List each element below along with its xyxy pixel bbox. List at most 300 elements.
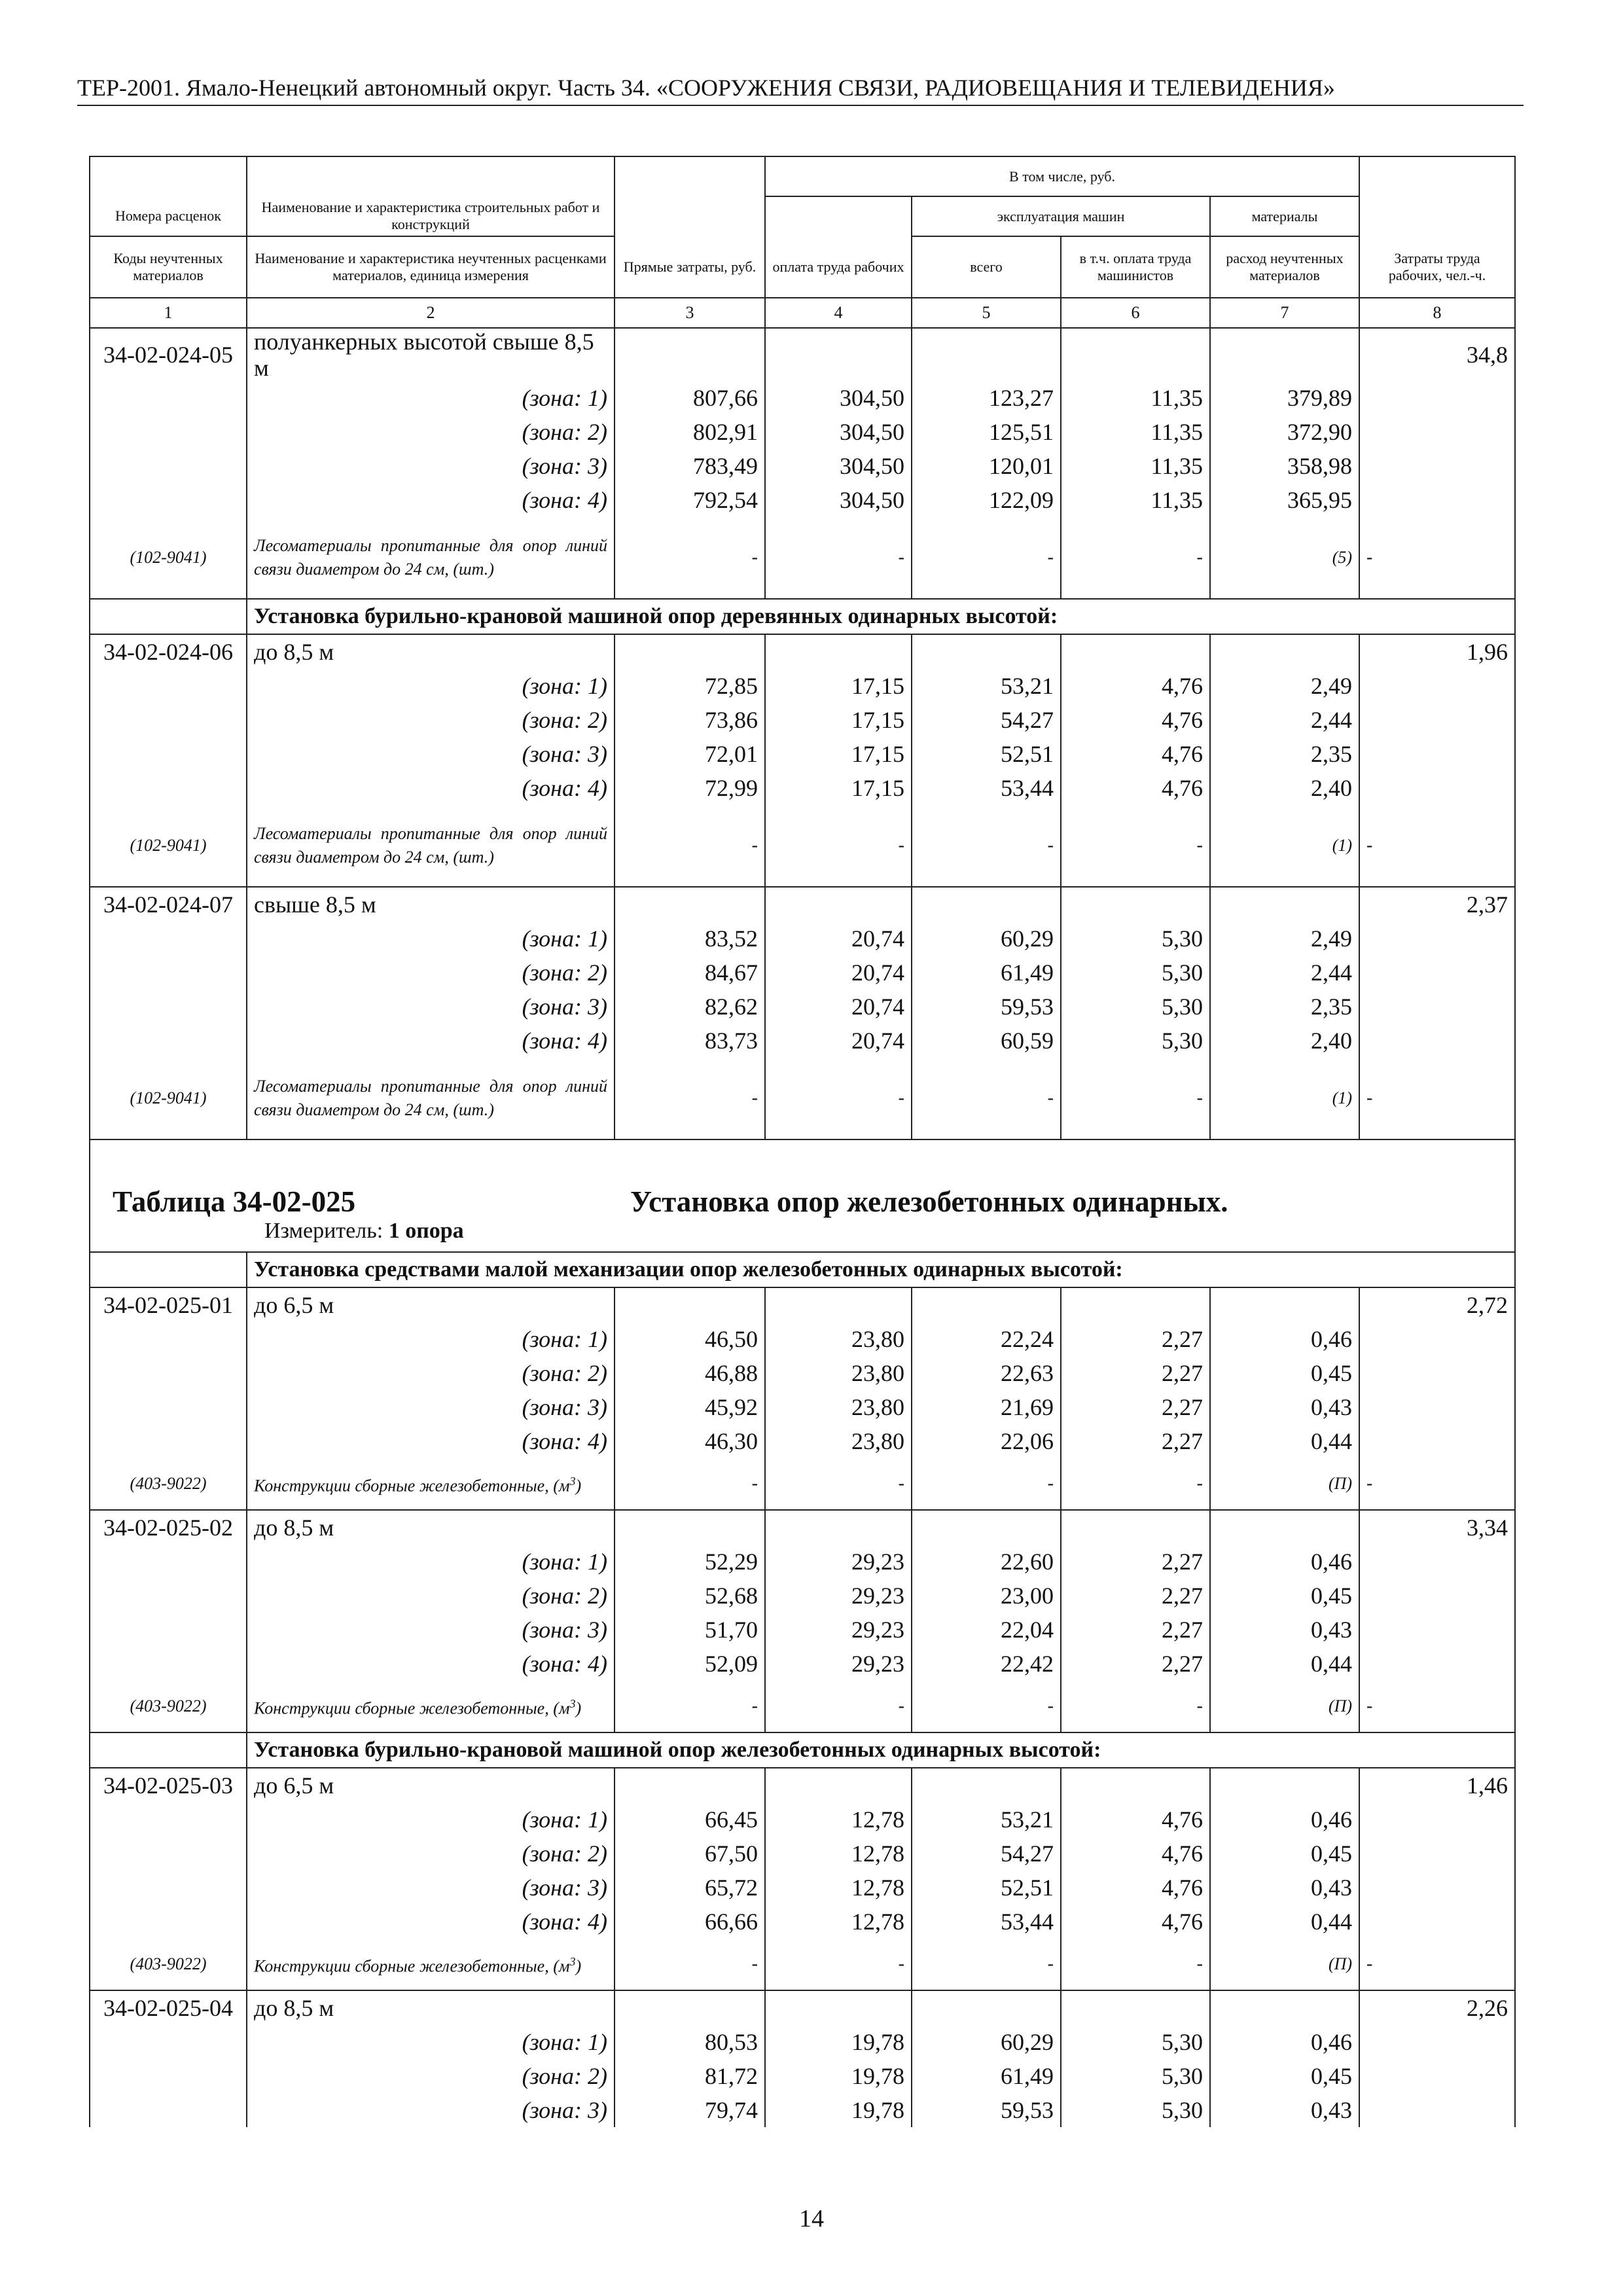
empty-cell (912, 887, 1061, 922)
table-title-cell (90, 1139, 1515, 1252)
material-name-text: Конструкции сборные железобетонные, (м (254, 1956, 570, 1976)
material-name-text: Конструкции сборные железобетонные, (м (254, 1698, 570, 1718)
material-row (90, 1458, 1515, 1510)
material-usage: (5) (1210, 517, 1359, 599)
rate-code: 34-02-024-05 (90, 328, 247, 381)
empty-cell (1359, 956, 1515, 990)
zone-value: 792,54 (615, 483, 765, 517)
material-dash: - (1061, 1458, 1210, 1510)
zone-label: (зона: 2) (247, 1837, 615, 1871)
zone-value: 123,27 (912, 381, 1061, 415)
zone-value: 11,35 (1061, 483, 1210, 517)
empty-cell (90, 1579, 247, 1613)
zone-value: 29,23 (765, 1613, 912, 1647)
zone-value: 53,21 (912, 669, 1061, 703)
header-machines-total: всего (912, 236, 1061, 298)
material-row (90, 1681, 1515, 1732)
rate-labor: 2,26 (1359, 1990, 1515, 2025)
rate-row (90, 634, 1515, 669)
zone-value: 17,15 (765, 771, 912, 805)
rate-labor: 2,37 (1359, 887, 1515, 922)
zone-value: 83,52 (615, 922, 765, 956)
zone-value: 358,98 (1210, 449, 1359, 483)
column-number: 5 (912, 298, 1061, 328)
zone-value: 73,86 (615, 703, 765, 737)
empty-cell (90, 2025, 247, 2059)
zone-row (90, 922, 1515, 956)
rate-title: свыше 8,5 м (247, 887, 615, 922)
zone-row (90, 1905, 1515, 1939)
zone-value: 4,76 (1061, 669, 1210, 703)
zone-value: 53,44 (912, 1905, 1061, 1939)
zone-value: 11,35 (1061, 449, 1210, 483)
table-unit-value: 1 опора (388, 1219, 464, 1243)
zone-row (90, 1356, 1515, 1390)
material-unit-exponent: 3 (569, 1955, 576, 1969)
zone-value: 60,29 (912, 2025, 1061, 2059)
empty-cell (1359, 1424, 1515, 1458)
rate-row (90, 1990, 1515, 2025)
material-code: (403-9022) (90, 1681, 247, 1732)
zone-value: 807,66 (615, 381, 765, 415)
zone-value: 4,76 (1061, 1837, 1210, 1871)
zone-value: 12,78 (765, 1803, 912, 1837)
zone-label: (зона: 3) (247, 990, 615, 1024)
material-dash: - (912, 1458, 1061, 1510)
empty-cell (90, 771, 247, 805)
zone-value: 304,50 (765, 415, 912, 449)
zone-value: 60,29 (912, 922, 1061, 956)
rate-code: 34-02-024-06 (90, 634, 247, 669)
empty-cell (1359, 1803, 1515, 1837)
zone-value: 2,27 (1061, 1579, 1210, 1613)
material-dash: - (765, 1939, 912, 1990)
material-name-text: Лесоматериалы пропитанные для опор линий связи диаметром до 24 см, (шт.) (254, 824, 607, 867)
empty-cell (1359, 1356, 1515, 1390)
zone-label: (зона: 3) (247, 1871, 615, 1905)
material-dash: - (912, 805, 1061, 887)
zone-value: 122,09 (912, 483, 1061, 517)
zone-value: 0,46 (1210, 1545, 1359, 1579)
table-name: Таблица 34-02-025 (113, 1185, 356, 1218)
empty-cell (90, 1837, 247, 1871)
zone-value: 80,53 (615, 2025, 765, 2059)
zone-value: 17,15 (765, 669, 912, 703)
zone-value: 2,49 (1210, 669, 1359, 703)
zone-label: (зона: 4) (247, 1905, 615, 1939)
empty-cell (90, 1871, 247, 1905)
material-dash: - (615, 1058, 765, 1139)
material-name (247, 1058, 615, 1139)
material-labor: - (1359, 1681, 1515, 1732)
zone-row (90, 2093, 1515, 2127)
zone-label: (зона: 2) (247, 703, 615, 737)
zone-value: 0,44 (1210, 1647, 1359, 1681)
material-dash: - (615, 1458, 765, 1510)
empty-cell (1359, 2059, 1515, 2093)
zone-value: 61,49 (912, 956, 1061, 990)
zone-value: 11,35 (1061, 415, 1210, 449)
empty-cell (912, 328, 1061, 381)
table-body (90, 156, 1515, 2127)
zone-value: 52,51 (912, 1871, 1061, 1905)
zone-value: 304,50 (765, 483, 912, 517)
header-incl: В том числе, руб. (765, 156, 1359, 196)
material-unit-close: ) (575, 1956, 582, 1976)
zone-value: 65,72 (615, 1871, 765, 1905)
table-title-row (90, 1139, 1515, 1252)
material-code: (102-9041) (90, 805, 247, 887)
zone-value: 23,80 (765, 1424, 912, 1458)
material-dash: - (615, 517, 765, 599)
zone-value: 5,30 (1061, 2059, 1210, 2093)
zone-row (90, 449, 1515, 483)
material-name-text: Конструкции сборные железобетонные, (м (254, 1476, 570, 1496)
empty-cell (615, 1990, 765, 2025)
zone-row (90, 2025, 1515, 2059)
column-number: 6 (1061, 298, 1210, 328)
zone-value: 59,53 (912, 2093, 1061, 2127)
material-unit-close: ) (575, 1698, 582, 1718)
empty-cell (90, 990, 247, 1024)
zone-row (90, 483, 1515, 517)
material-dash: - (1061, 1681, 1210, 1732)
material-row (90, 1939, 1515, 1990)
empty-cell (1359, 381, 1515, 415)
section-lead (90, 1252, 247, 1287)
zone-value: 802,91 (615, 415, 765, 449)
empty-cell (1210, 328, 1359, 381)
material-dash: - (765, 517, 912, 599)
empty-cell (1359, 2025, 1515, 2059)
zone-row (90, 1424, 1515, 1458)
empty-cell (1061, 634, 1210, 669)
empty-cell (765, 328, 912, 381)
empty-cell (90, 449, 247, 483)
table-title-box (97, 1140, 1508, 1251)
material-usage: (П) (1210, 1939, 1359, 1990)
material-name-text: Лесоматериалы пропитанные для опор линий связи диаметром до 24 см, (шт.) (254, 536, 607, 579)
zone-value: 5,30 (1061, 2025, 1210, 2059)
zone-value: 84,67 (615, 956, 765, 990)
zone-value: 0,46 (1210, 1322, 1359, 1356)
zone-value: 2,35 (1210, 737, 1359, 771)
zone-value: 4,76 (1061, 1803, 1210, 1837)
material-usage: (П) (1210, 1681, 1359, 1732)
zone-value: 0,45 (1210, 1837, 1359, 1871)
zone-row (90, 771, 1515, 805)
zone-value: 0,43 (1210, 1871, 1359, 1905)
zone-label: (зона: 4) (247, 1424, 615, 1458)
empty-cell (1061, 1287, 1210, 1322)
empty-cell (1359, 1871, 1515, 1905)
empty-cell (615, 634, 765, 669)
zone-row (90, 1613, 1515, 1647)
zone-value: 72,01 (615, 737, 765, 771)
zone-value: 53,21 (912, 1803, 1061, 1837)
empty-cell (1359, 990, 1515, 1024)
zone-value: 20,74 (765, 990, 912, 1024)
empty-cell (90, 922, 247, 956)
zone-row (90, 990, 1515, 1024)
zone-label: (зона: 1) (247, 2025, 615, 2059)
zone-value: 23,80 (765, 1356, 912, 1390)
zone-label: (зона: 3) (247, 737, 615, 771)
section-title: Установка бурильно-крановой машиной опор железобетонных одинарных высотой: (247, 1732, 1515, 1768)
zone-value: 60,59 (912, 1024, 1061, 1058)
empty-cell (90, 1803, 247, 1837)
empty-cell (90, 1545, 247, 1579)
header-rule (77, 105, 1524, 106)
rate-row (90, 1510, 1515, 1545)
zone-label: (зона: 4) (247, 1024, 615, 1058)
zone-value: 29,23 (765, 1545, 912, 1579)
column-number: 2 (247, 298, 615, 328)
empty-cell (1210, 634, 1359, 669)
zone-label: (зона: 3) (247, 2093, 615, 2127)
empty-cell (615, 1768, 765, 1803)
empty-cell (90, 669, 247, 703)
zone-value: 2,44 (1210, 703, 1359, 737)
zone-value: 52,68 (615, 1579, 765, 1613)
zone-value: 2,27 (1061, 1545, 1210, 1579)
zone-value: 2,27 (1061, 1613, 1210, 1647)
material-dash: - (615, 1939, 765, 1990)
empty-cell (1359, 1322, 1515, 1356)
material-dash: - (912, 1058, 1061, 1139)
rate-title: до 6,5 м (247, 1287, 615, 1322)
empty-cell (1359, 771, 1515, 805)
empty-cell (765, 1287, 912, 1322)
zone-value: 19,78 (765, 2025, 912, 2059)
material-labor: - (1359, 1939, 1515, 1990)
header-wages: оплата труда рабочих (765, 236, 912, 298)
empty-cell (912, 1287, 1061, 1322)
empty-cell (1359, 1613, 1515, 1647)
rate-labor: 1,96 (1359, 634, 1515, 669)
zone-value: 29,23 (765, 1647, 912, 1681)
empty-cell (1359, 1390, 1515, 1424)
zone-value: 2,44 (1210, 956, 1359, 990)
zone-value: 2,40 (1210, 1024, 1359, 1058)
zone-label: (зона: 2) (247, 1356, 615, 1390)
empty-cell (1359, 483, 1515, 517)
material-dash: - (1061, 517, 1210, 599)
empty-cell (1359, 1024, 1515, 1058)
zone-value: 19,78 (765, 2059, 912, 2093)
page-header: ТЕР-2001. Ямало-Ненецкий автономный округ. Часть 34. «СООРУЖЕНИЯ СВЯЗИ, РАДИОВЕЩАНИЯ И ТЕЛЕВИДЕНИЯ» (77, 75, 1335, 101)
header-material-name: Наименование и характеристика неучтенных расценками материалов, единица измерения (247, 236, 615, 298)
rate-code: 34-02-025-04 (90, 1990, 247, 2025)
zone-value: 17,15 (765, 703, 912, 737)
zone-value: 72,85 (615, 669, 765, 703)
section-lead (90, 1732, 247, 1768)
zone-value: 29,23 (765, 1579, 912, 1613)
zone-row (90, 1579, 1515, 1613)
rate-labor: 3,34 (1359, 1510, 1515, 1545)
empty-cell (90, 381, 247, 415)
zone-label: (зона: 1) (247, 1545, 615, 1579)
material-unit-exponent: 3 (569, 1475, 576, 1488)
empty-cell (90, 1424, 247, 1458)
empty-cell (1210, 1990, 1359, 2025)
header-materials-usage: расход неучтенных материалов (1210, 236, 1359, 298)
empty-cell (1359, 1905, 1515, 1939)
empty-cell (1359, 1545, 1515, 1579)
table-unit (264, 1219, 464, 1244)
zone-value: 23,80 (765, 1322, 912, 1356)
empty-cell (912, 1768, 1061, 1803)
material-dash: - (765, 1058, 912, 1139)
empty-cell (1061, 1510, 1210, 1545)
material-usage: (1) (1210, 805, 1359, 887)
material-dash: - (765, 1458, 912, 1510)
zone-value: 0,46 (1210, 2025, 1359, 2059)
header-labor: Затраты труда рабочих, чел.-ч. (1359, 236, 1515, 298)
material-dash: - (615, 805, 765, 887)
zone-value: 12,78 (765, 1905, 912, 1939)
empty-cell (765, 1768, 912, 1803)
header-row (90, 156, 1515, 196)
empty-cell (1061, 1990, 1210, 2025)
zone-value: 23,80 (765, 1390, 912, 1424)
rate-title: до 8,5 м (247, 1990, 615, 2025)
empty-cell (90, 1647, 247, 1681)
zone-row (90, 669, 1515, 703)
zone-value: 52,29 (615, 1545, 765, 1579)
material-labor: - (1359, 1458, 1515, 1510)
material-labor: - (1359, 1058, 1515, 1139)
rate-title: до 8,5 м (247, 634, 615, 669)
rates-table (89, 156, 1516, 2127)
zone-row (90, 703, 1515, 737)
zone-value: 19,78 (765, 2093, 912, 2127)
empty-cell (1061, 1768, 1210, 1803)
zone-value: 5,30 (1061, 956, 1210, 990)
material-dash: - (1061, 1939, 1210, 1990)
rate-labor: 1,46 (1359, 1768, 1515, 1803)
zone-row (90, 1647, 1515, 1681)
header-materials: материалы (1210, 196, 1359, 236)
zone-value: 22,42 (912, 1647, 1061, 1681)
zone-value: 5,30 (1061, 2093, 1210, 2127)
rate-row (90, 328, 1515, 381)
zone-value: 2,27 (1061, 1390, 1210, 1424)
zone-value: 0,44 (1210, 1905, 1359, 1939)
zone-value: 72,99 (615, 771, 765, 805)
rate-labor: 2,72 (1359, 1287, 1515, 1322)
zone-label: (зона: 1) (247, 381, 615, 415)
zone-value: 54,27 (912, 1837, 1061, 1871)
zone-value: 783,49 (615, 449, 765, 483)
material-name (247, 517, 615, 599)
section-lead (90, 599, 247, 634)
zone-value: 81,72 (615, 2059, 765, 2093)
zone-value: 0,46 (1210, 1803, 1359, 1837)
zone-value: 53,44 (912, 771, 1061, 805)
material-row (90, 1058, 1515, 1139)
empty-cell (90, 703, 247, 737)
material-unit-exponent: 3 (569, 1697, 576, 1711)
rate-row (90, 1768, 1515, 1803)
material-name (247, 1458, 615, 1510)
empty-cell (615, 328, 765, 381)
zone-value: 22,24 (912, 1322, 1061, 1356)
zone-value: 120,01 (912, 449, 1061, 483)
empty-cell (1210, 1768, 1359, 1803)
empty-cell (90, 1390, 247, 1424)
empty-cell (90, 415, 247, 449)
empty-cell (1359, 669, 1515, 703)
empty-cell (765, 634, 912, 669)
empty-cell (90, 1356, 247, 1390)
empty-cell (90, 1905, 247, 1939)
header-row (90, 196, 1515, 236)
column-number: 8 (1359, 298, 1515, 328)
column-number: 7 (1210, 298, 1359, 328)
section-row (90, 1252, 1515, 1287)
zone-value: 125,51 (912, 415, 1061, 449)
rate-code: 34-02-025-02 (90, 1510, 247, 1545)
zone-value: 83,73 (615, 1024, 765, 1058)
zone-row (90, 956, 1515, 990)
empty-cell (1210, 887, 1359, 922)
rate-title: до 6,5 м (247, 1768, 615, 1803)
rate-row (90, 887, 1515, 922)
empty-cell (912, 1990, 1061, 2025)
section-title: Установка бурильно-крановой машиной опор деревянных одинарных высотой: (247, 599, 1515, 634)
material-code: (102-9041) (90, 517, 247, 599)
zone-row (90, 737, 1515, 771)
material-labor: - (1359, 517, 1515, 599)
empty-cell (1061, 887, 1210, 922)
empty-cell (912, 1510, 1061, 1545)
zone-value: 46,88 (615, 1356, 765, 1390)
empty-cell (90, 956, 247, 990)
zone-row (90, 1545, 1515, 1579)
rate-title: до 8,5 м (247, 1510, 615, 1545)
table-description: Установка опор железобетонных одинарных. (630, 1185, 1228, 1218)
zone-value: 46,30 (615, 1424, 765, 1458)
zone-row (90, 1024, 1515, 1058)
header-machinist-wages: в т.ч. оплата труда машинистов (1061, 236, 1210, 298)
zone-row (90, 1837, 1515, 1871)
material-usage: (1) (1210, 1058, 1359, 1139)
material-name (247, 1681, 615, 1732)
zone-value: 22,06 (912, 1424, 1061, 1458)
zone-label: (зона: 1) (247, 669, 615, 703)
empty-cell (765, 1990, 912, 2025)
empty-cell (1210, 1287, 1359, 1322)
header-rate-codes: Коды неучтенных материалов (90, 236, 247, 298)
zone-value: 2,35 (1210, 990, 1359, 1024)
table-unit-label: Измеритель: (264, 1219, 383, 1243)
zone-value: 61,49 (912, 2059, 1061, 2093)
empty-cell (615, 887, 765, 922)
empty-cell (615, 1510, 765, 1545)
zone-value: 365,95 (1210, 483, 1359, 517)
zone-value: 304,50 (765, 449, 912, 483)
material-row (90, 805, 1515, 887)
header-work-name: Наименование и характеристика строительных работ и конструкций (247, 196, 615, 236)
empty-cell (90, 2059, 247, 2093)
column-number: 1 (90, 298, 247, 328)
empty-cell (1359, 1837, 1515, 1871)
empty-cell (90, 1322, 247, 1356)
zone-value: 21,69 (912, 1390, 1061, 1424)
zone-value: 5,30 (1061, 1024, 1210, 1058)
material-dash: - (615, 1681, 765, 1732)
